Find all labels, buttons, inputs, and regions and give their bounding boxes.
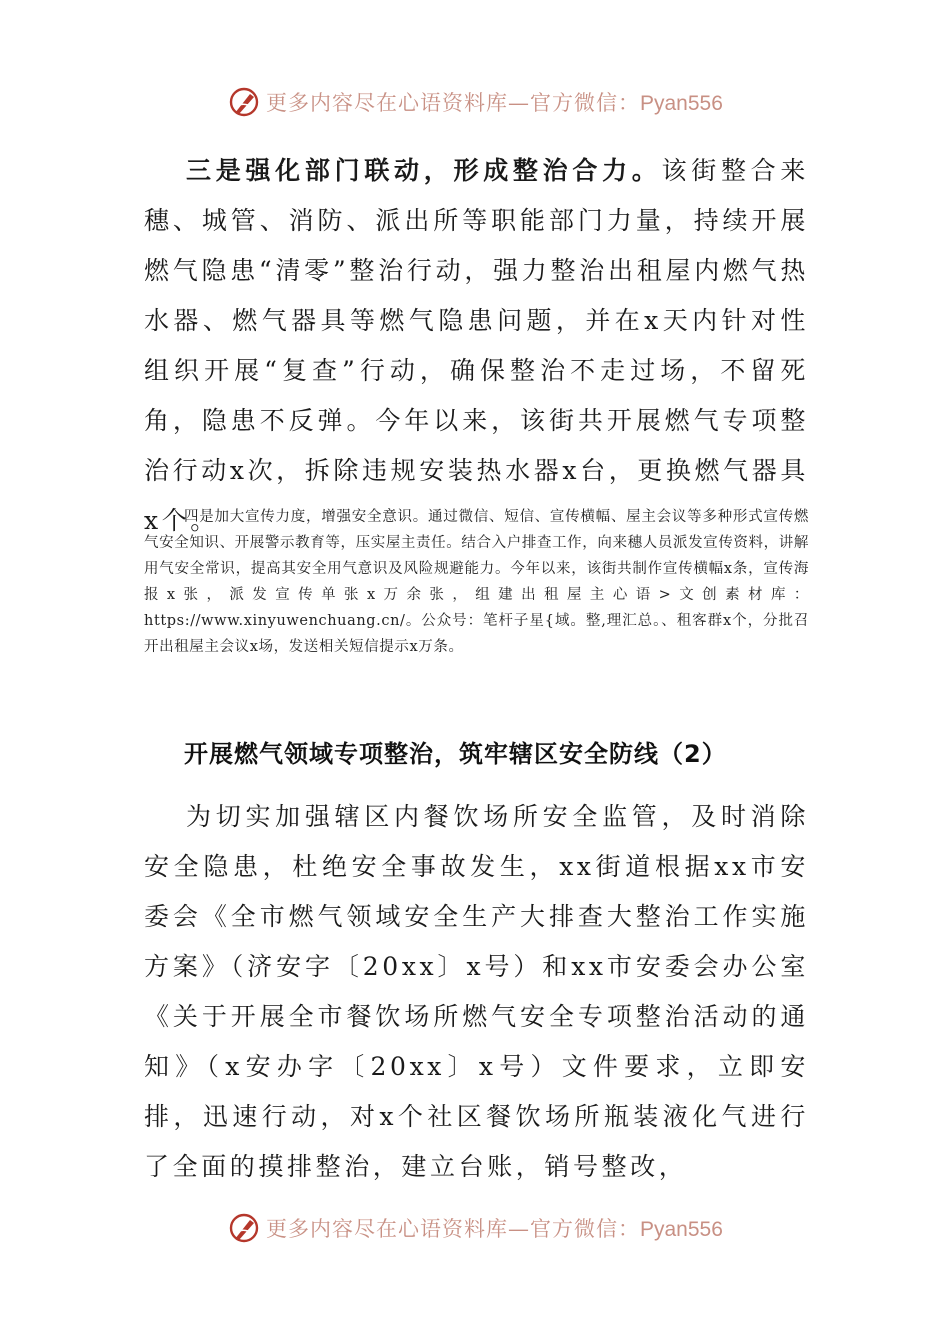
wechat-account: Pyan556 <box>640 1218 723 1241</box>
header-watermark-banner <box>228 84 748 120</box>
watermark-text: 更多内容尽在心语资料库—官方微信：Pyan556 <box>266 1217 723 1241</box>
quill-pen-logo-icon <box>228 1212 260 1244</box>
footer-watermark-banner <box>228 1210 748 1246</box>
section-three-body: 该街整合来穗、城管、消防、派出所等职能部门力量，持续开展燃气隐患“清零”整治行动，强力整治出租屋内燃气热水器、燃气器具等燃气隐患问题，并在x天内针对性组织开展“复查”行动，确保整治不走过场，不留死角，隐患不反弹。今年以来，该街共开展燃气专项整治行动x次，拆除违规安装热水器x台，更换燃气器具x个。 <box>144 156 809 535</box>
article-title: 开展燃气领域专项整治，筑牢辖区安全防线（2） <box>184 740 727 768</box>
section-three-lead: 三是强化部门联动，形成整治合力。 <box>186 156 662 185</box>
quill-pen-logo-icon <box>228 86 260 118</box>
wechat-account: Pyan556 <box>640 92 723 115</box>
section-three-paragraph <box>144 146 809 546</box>
section-four-paragraph: 四是加大宣传力度，增强安全意识。通过微信、短信、宣传横幅、屋主会议等多种形式宣传燃气安全知识、开展警示教育等，压实屋主责任。结合入户排查工作，向来穗人员派发宣传资料，讲解用气安全常识，提高其安全用气意识及风险规避能力。今年以来，该街共制作宣传横幅x条，宣传海报x张，派发宣传单张x万余张，组建出租屋主心语>文创素材库：https://www.xinyuwenchuang.cn/。公众号：笔杆子星{域。整,理汇总。、租客群x个，分批召开出租屋主会议x场，发送相关短信提示x万条。 <box>144 509 809 655</box>
article-body-paragraph: 为切实加强辖区内餐饮场所安全监管，及时消除安全隐患，杜绝安全事故发生，xx街道根据xx市安委会《全市燃气领域安全生产大排查大整治工作实施方案》（济安字〔20xx〕x号）和xx市安委会办公室《关于开展全市餐饮场所燃气安全专项整治活动的通知》（x安办字〔20xx〕x号）文件要求，立即安排，迅速行动，对x个社区餐饮场所瓶装液化气进行了全面的摸排整治，建立台账，销号整改， <box>144 802 809 1181</box>
watermark-text: 更多内容尽在心语资料库—官方微信：Pyan556 <box>266 91 723 115</box>
